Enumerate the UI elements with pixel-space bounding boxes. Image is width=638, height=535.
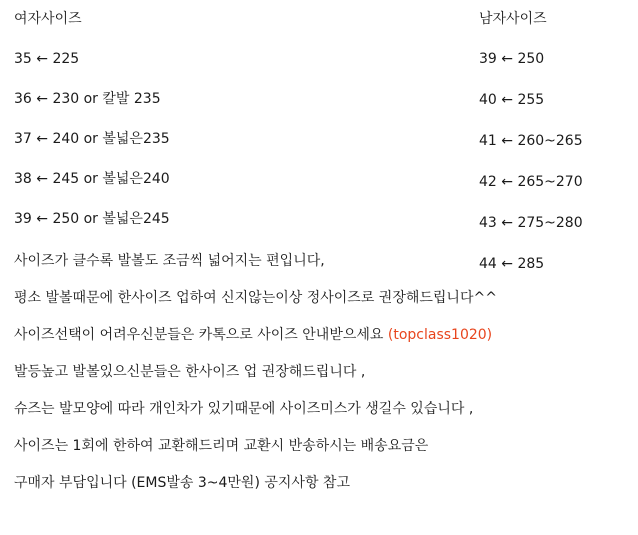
note-line-kakao [14,326,634,344]
note-line: 슈즈는 발모양에 따라 개인차가 있기때문에 사이즈미스가 생길수 있습니다 , [14,401,474,417]
notes-block [14,252,634,511]
women-size-row: 36 ← 230 or 칼발 235 [14,91,161,107]
note-line: 평소 발볼때문에 한사이즈 업하여 신지않는이상 정사이즈로 권장해드립니다^^ [14,290,497,306]
women-size-header: 여자사이즈 [14,11,82,27]
men-size-row: 40 ← 255 [479,92,545,108]
note-line: 사이즈는 1회에 한하여 교환해드리며 교환시 반송하시는 배송요금은 [14,438,429,454]
note-line: 발등높고 발볼있으신분들은 한사이즈 업 권장해드립니다 , [14,364,366,380]
note-line: 구매자 부담입니다 (EMS발송 3~4만원) 공지사항 참고 [14,475,350,491]
note-line: 사이즈가 클수록 발볼도 조금씩 넓어지는 편입니다, [14,253,325,269]
men-size-row: 43 ← 275~280 [479,215,583,231]
women-size-row: 39 ← 250 or 볼넓은245 [14,211,170,227]
women-size-column [14,10,474,250]
note-kakao-text: 사이즈선택이 어려우신분들은 카톡으로 사이즈 안내받으세요 [14,327,388,343]
men-size-row: 44 ← 285 [479,256,545,272]
men-size-row: 39 ← 250 [479,51,545,67]
men-size-row: 41 ← 260~265 [479,133,583,149]
women-size-row: 38 ← 245 or 볼넓은240 [14,171,170,187]
men-size-row: 42 ← 265~270 [479,174,583,190]
kakao-id: (topclass1020) [387,327,493,343]
women-size-row: 37 ← 240 or 볼넓은235 [14,131,170,147]
women-size-row: 35 ← 225 [14,51,80,67]
men-size-header: 남자사이즈 [479,11,547,27]
